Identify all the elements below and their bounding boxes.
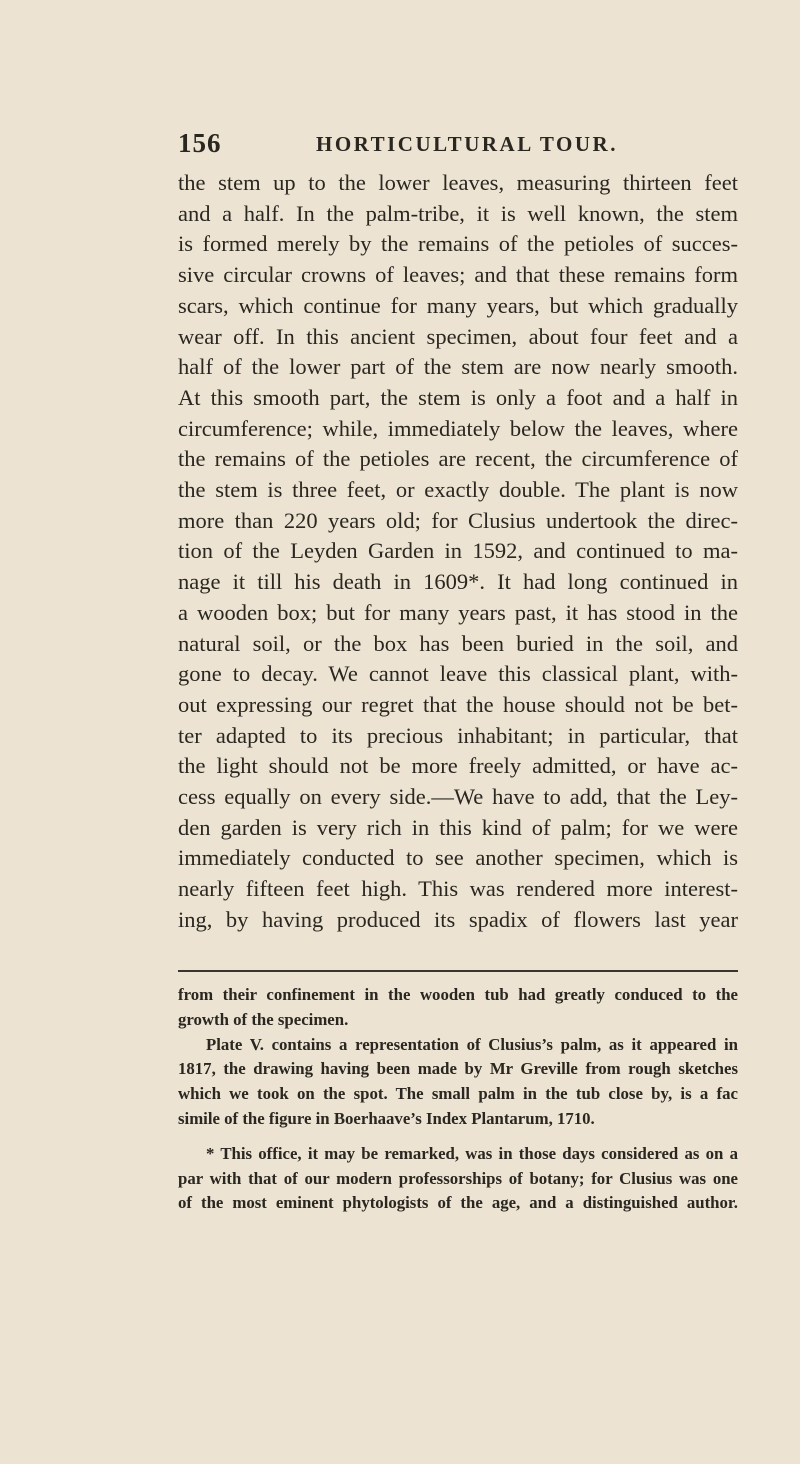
text-line: the light should not be more freely admitted, or have ac- [178,753,738,779]
text-line: natural soil, or the box has been buried in the soil, and [178,630,738,656]
note-line: simile of the figure in Boerhaave’s Index Plantarum, 1710. [178,1108,595,1128]
text-line: ter adapted to its precious inhabitant; in particular, that [178,722,738,748]
text-line: more than 220 years old; for Clusius undertook the direc- [178,507,738,533]
text-line: nage it till his death in 1609*. It had long continued in [178,569,738,595]
text-line: and a half. In the palm-tribe, it is well known, the stem [178,200,738,226]
text-line: wear off. In this ancient specimen, about four feet and a [178,323,738,349]
text-line: the remains of the petioles are recent, the circumference of [178,446,738,472]
text-line: sive circular crowns of leaves; and that these remains form [178,262,738,288]
text-line: den garden is very rich in this kind of palm; for we were [178,814,738,840]
text-line: At this smooth part, the stem is only a foot and a half in [178,384,738,410]
continuation-note [178,983,738,1033]
note-line: which we took on the spot. The small palm in the tub close by, is a fac [178,1084,738,1104]
text-line: the stem is three feet, or exactly double. The plant is now [178,477,738,503]
main-text [178,168,738,936]
text-line: gone to decay. We cannot leave this classical plant, with- [178,661,738,687]
note-line: growth of the specimen. [178,1009,349,1029]
footnote-line: * This office, it may be remarked, was in those days considered as on a [206,1143,738,1163]
footnote-line: of the most eminent phytologists of the age, and a distinguished author. [178,1193,738,1213]
note-line: from their confinement in the wooden tub had greatly conduced to the [178,985,738,1004]
text-line: scars, which continue for many years, but which gradually [178,292,738,318]
footnote-rule [178,970,738,972]
page-number: 156 [178,128,222,158]
footnote [178,1142,738,1216]
note-line: 1817, the drawing having been made by Mr Greville from rough sketches [178,1059,738,1079]
text-line: out expressing our regret that the house should not be bet- [178,691,738,717]
text-line: circumference; while, immediately below the leaves, where [178,415,738,441]
running-title: HORTICULTURAL TOUR. [316,132,618,156]
footnote-line: par with that of our modern professorships of botany; for Clusius was one [178,1168,738,1188]
text-line: a wooden box; but for many years past, it has stood in the [178,599,738,625]
note-line: Plate V. contains a representation of Clusius’s palm, as it appeared in [206,1034,738,1054]
text-line: half of the lower part of the stem are now nearly smooth. [178,354,738,380]
notes-section [178,983,738,1216]
text-line: tion of the Leyden Garden in 1592, and continued to ma- [178,538,738,564]
text-line: cess equally on every side.—We have to add, that the Ley- [178,784,738,810]
text-line: immediately conducted to see another specimen, which is [178,845,738,871]
plate-note [178,1033,738,1132]
text-line: is formed merely by the remains of the petioles of succes- [178,231,738,257]
text-line: ing, by having produced its spadix of flowers last year [178,906,738,932]
text-line: nearly fifteen feet high. This was rendered more interest- [178,876,738,902]
text-line: the stem up to the lower leaves, measuring thirteen feet [178,170,738,195]
